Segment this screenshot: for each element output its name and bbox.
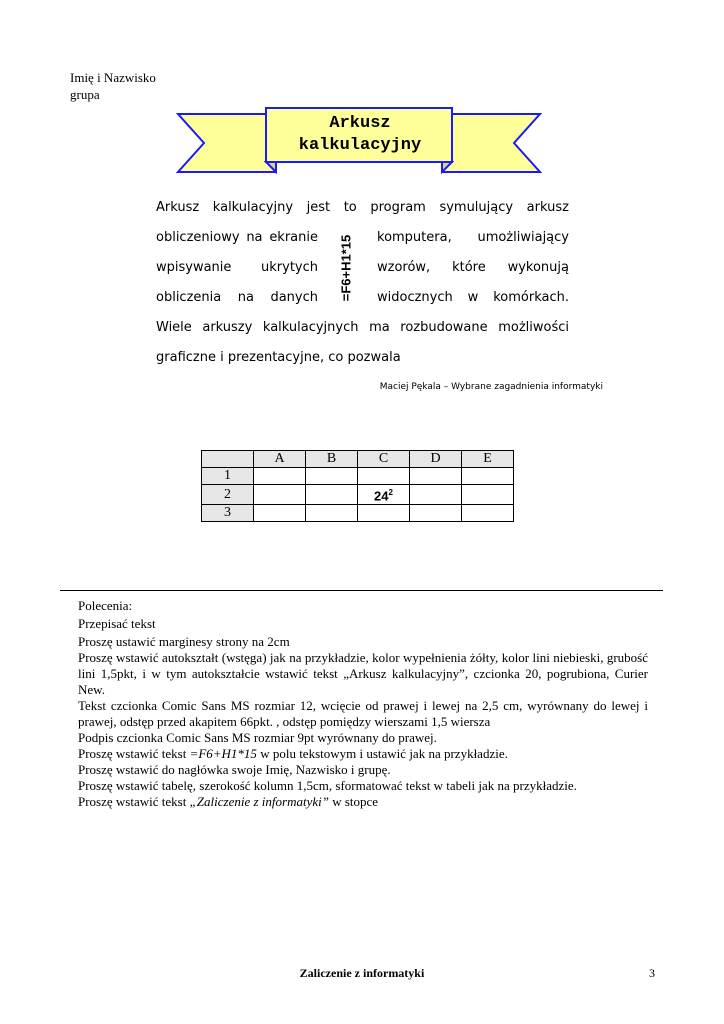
instruction-item: Proszę wstawić do nagłówka swoje Imię, Nazwisko i grupę. <box>78 762 391 777</box>
header-name: Imię i Nazwisko <box>70 70 156 85</box>
cell-c2-base: 24 <box>374 488 389 504</box>
footer-title: Zaliczenie z informatyki <box>299 966 425 980</box>
table-cell <box>410 468 462 485</box>
table-row <box>202 505 514 522</box>
table-cell <box>254 485 306 505</box>
column-header-c: C <box>358 451 410 468</box>
banner-text <box>265 113 455 157</box>
table-cell <box>462 485 514 505</box>
table-cell <box>358 468 410 485</box>
cell-c2-exponent: 2 <box>388 488 393 497</box>
instruction-item: Podpis czcionka Comic Sans MS rozmiar 9pt wyrównany do prawej. <box>78 730 437 745</box>
column-header-a: A <box>254 451 306 468</box>
table-cell <box>306 468 358 485</box>
table-cell <box>462 468 514 485</box>
instruction-item: Tekst czcionka Comic Sans MS rozmiar 12, wcięcie od prawej i lewej na 2,5 cm, wyrównany do lewej i prawej, odstęp przed akapitem 66pkt. , odstęp pomiędzy wierszami 1,5 wiersza <box>78 698 648 729</box>
footer-quote-italic: „Zaliczenie z informatyki” <box>189 794 329 809</box>
body-line-5: Wiele arkuszy kalkulacyjnych ma rozbudowane możliwości <box>156 320 569 335</box>
row-header-2: 2 <box>202 485 254 505</box>
column-header-b: B <box>306 451 358 468</box>
instructions-title: Polecenia: <box>78 598 133 613</box>
signature: Maciej Pękala – Wybrane zagadnienia informatyki <box>379 382 603 392</box>
row-header-1: 1 <box>202 468 254 485</box>
instruction-item: Proszę ustawić marginesy strony na 2cm <box>78 634 290 649</box>
body-line-4b: widocznych w komórkach. <box>377 290 569 305</box>
body-line-6: graficzne i prezentacyjne, co pozwala <box>156 350 401 365</box>
body-line-2a: obliczeniowy na ekranie <box>156 230 318 245</box>
row-header-3: 3 <box>202 505 254 522</box>
table-cell <box>410 485 462 505</box>
body-line-3b: wzorów, które wykonują <box>377 260 569 275</box>
ribbon-left-tail <box>178 114 276 172</box>
header-group: grupa <box>70 87 100 102</box>
cell-c2 <box>358 485 410 505</box>
column-header-e: E <box>462 451 514 468</box>
table-row <box>202 451 514 468</box>
corner-cell <box>202 451 254 468</box>
table-cell <box>462 505 514 522</box>
body-line-2b: komputera, umożliwiający <box>377 230 569 245</box>
divider-line <box>60 590 663 591</box>
banner-line1: Arkusz <box>329 114 391 133</box>
instruction-item: Proszę wstawić tekst =F6+H1*15 w polu tekstowym i ustawić jak na przykładzie. <box>78 746 508 761</box>
table-cell <box>306 505 358 522</box>
body-line-3a: wpisywanie ukrytych <box>156 260 318 275</box>
vertical-formula-textbox <box>336 228 356 308</box>
table-cell <box>306 485 358 505</box>
page-number: 3 <box>649 966 655 980</box>
body-line-4a: obliczenia na danych <box>156 290 318 305</box>
instructions <box>78 598 648 810</box>
table-cell <box>254 505 306 522</box>
sheet-table <box>201 450 514 522</box>
table-cell <box>358 505 410 522</box>
column-header-d: D <box>410 451 462 468</box>
table-cell <box>410 505 462 522</box>
table-row <box>202 485 514 505</box>
ribbon-right-tail <box>442 114 540 172</box>
instruction-item: Przepisać tekst <box>78 616 156 631</box>
banner-line2: kalkulacyjny <box>298 136 422 155</box>
instruction-item: Proszę wstawić tabelę, szerokość kolumn 1,5cm, sformatować tekst w tabeli jak na przykładzie. <box>78 778 577 793</box>
instruction-item: Proszę wstawić autokształt (wstęga) jak na przykładzie, kolor wypełnienia żółty, kolor lini niebieski, grubość lini 1,5pkt, i w tym autokształcie wstawić tekst „Arkusz kalkulacyjny”, czcionka 20, pogrubiona, Curier New. <box>78 650 648 697</box>
table-cell <box>254 468 306 485</box>
instruction-item: Proszę wstawić tekst „Zaliczenie z informatyki” w stopce <box>78 794 379 809</box>
vertical-formula-text: =F6+H1*15 <box>338 234 354 302</box>
table-row <box>202 468 514 485</box>
body-line-1: Arkusz kalkulacyjny jest to program symulujący arkusz <box>156 200 569 215</box>
formula-italic: =F6+H1*15 <box>189 746 257 761</box>
